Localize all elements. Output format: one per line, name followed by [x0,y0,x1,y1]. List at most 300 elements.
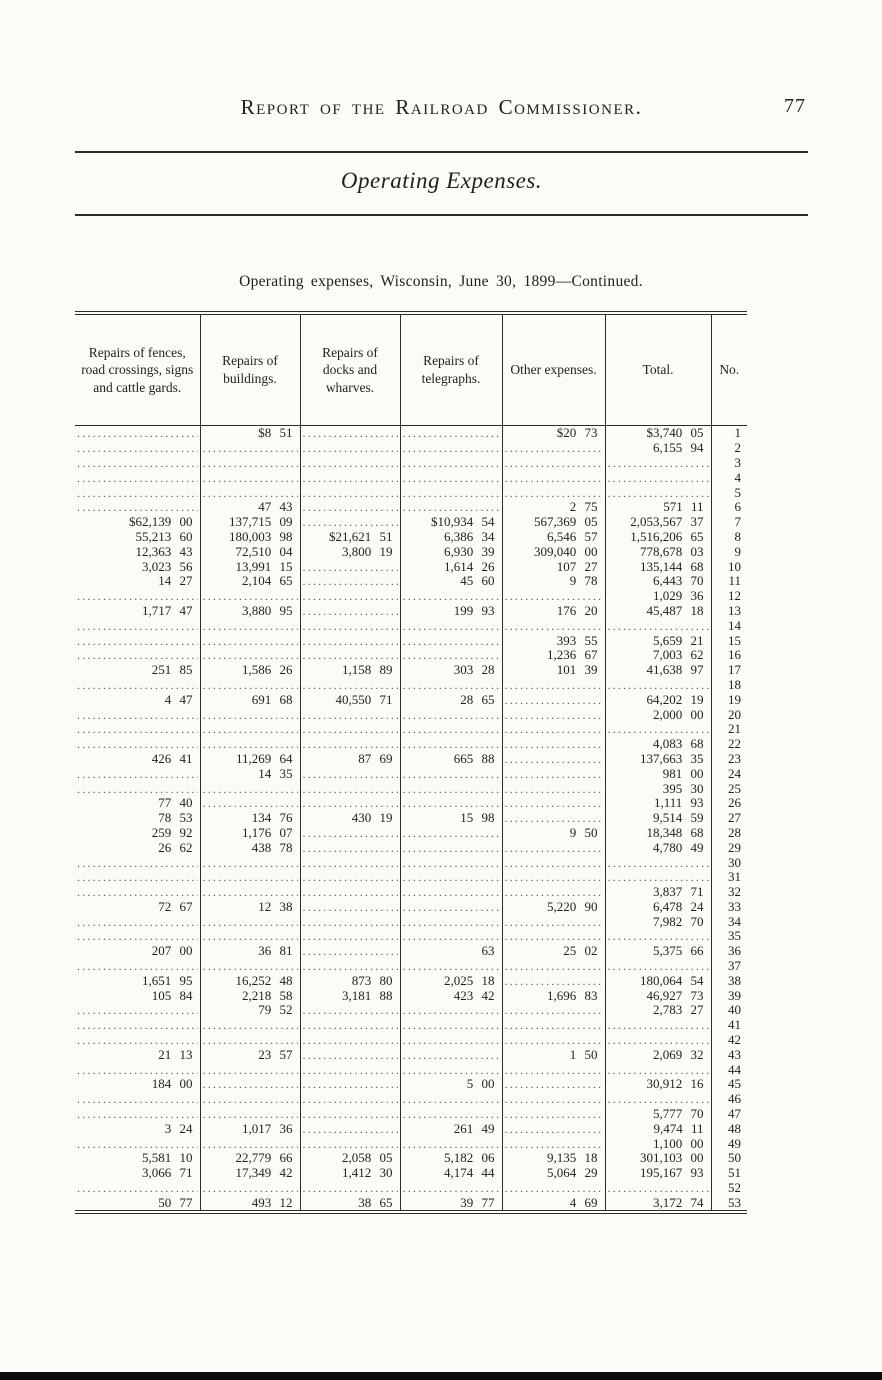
dotted-leader [77,782,198,796]
amount-cell: 5,220 90 [502,900,605,915]
empty-amount-cell [75,633,200,648]
empty-amount-cell [400,707,502,722]
row-number-cell: 10 [711,559,747,574]
empty-amount-cell [200,870,300,885]
empty-amount-cell [400,470,502,485]
dotted-leader [608,1063,709,1077]
dotted-leader [505,929,603,943]
amount-cell: 1,158 89 [300,663,400,678]
dotted-leader [77,1181,198,1195]
amount-cell: 2 75 [502,500,605,515]
empty-amount-cell [605,1181,711,1196]
amount-cell: 261 49 [400,1121,502,1136]
dotted-leader [608,1092,709,1106]
amount-cell: 6,443 70 [605,574,711,589]
amount-cell: 2,053,567 37 [605,515,711,530]
empty-amount-cell [75,914,200,929]
table-body [75,426,747,1213]
dotted-leader [505,796,603,810]
table-row [75,914,747,929]
row-number-cell: 36 [711,944,747,959]
row-number-cell: 52 [711,1181,747,1196]
empty-amount-cell [300,426,400,441]
amount-cell: 1 50 [502,1047,605,1062]
empty-amount-cell [300,618,400,633]
empty-amount-cell [75,500,200,515]
dotted-leader [403,796,500,810]
dotted-leader [77,678,198,692]
dotted-leader [303,900,398,914]
dotted-leader [505,693,603,707]
table-row [75,485,747,500]
empty-amount-cell [300,485,400,500]
table-row [75,737,747,752]
empty-amount-cell [605,1092,711,1107]
row-number-cell: 41 [711,1018,747,1033]
dotted-leader [303,1122,398,1136]
amount-cell: 3,837 71 [605,885,711,900]
empty-amount-cell [300,1033,400,1048]
dotted-leader [608,1018,709,1032]
empty-amount-cell [400,766,502,781]
dotted-leader [203,1181,298,1195]
amount-cell: 77 40 [158,795,193,811]
empty-amount-cell [300,870,400,885]
amount-cell: 4,174 44 [400,1166,502,1181]
table-row [75,618,747,633]
dotted-leader [505,722,603,736]
dotted-leader [403,722,500,736]
empty-amount-cell [75,618,200,633]
row-number-cell: 26 [711,796,747,811]
empty-amount-cell [300,633,400,648]
dotted-leader [303,885,398,899]
empty-amount-cell [75,485,200,500]
dotted-leader [203,737,298,751]
amount-cell: 1,586 26 [200,663,300,678]
dotted-leader [505,589,603,603]
empty-amount-cell [400,959,502,974]
empty-amount-cell [200,707,300,722]
row-number-cell: 33 [711,900,747,915]
empty-amount-cell [400,722,502,737]
amount-cell: 7,982 70 [605,914,711,929]
dotted-leader [77,929,198,943]
dotted-leader [303,1077,398,1091]
dotted-leader [77,722,198,736]
dotted-leader [303,1063,398,1077]
amount-cell: 5,659 21 [605,633,711,648]
row-number-cell: 34 [711,914,747,929]
empty-amount-cell [400,485,502,500]
amount-cell: 23 57 [200,1047,300,1062]
empty-amount-cell [300,441,400,456]
empty-amount-cell [75,678,200,693]
empty-amount-cell [200,885,300,900]
empty-amount-cell [75,766,200,781]
dotted-leader [505,974,603,988]
dotted-leader [203,1063,298,1077]
dotted-leader [403,1003,500,1017]
dotted-leader [303,1181,398,1195]
empty-amount-cell [502,1136,605,1151]
amount-cell: 6,155 94 [605,441,711,456]
dotted-leader [303,604,398,618]
empty-amount-cell [300,826,400,841]
amount-cell: 1,100 00 [605,1136,711,1151]
empty-amount-cell [605,485,711,500]
dotted-leader [203,486,298,500]
dotted-leader [303,708,398,722]
table-row [75,811,747,826]
amount-cell: 5 00 [400,1077,502,1092]
dotted-leader [403,1107,500,1121]
dotted-leader [403,959,500,973]
column-header: Repairs of buildings. [200,313,300,426]
empty-amount-cell [75,1107,200,1122]
table-row [75,692,747,707]
empty-amount-cell [400,796,502,811]
dotted-leader [77,441,198,455]
empty-amount-cell [75,781,200,796]
dotted-leader [303,648,398,662]
table-row [75,470,747,485]
amount-cell: 9,474 11 [605,1121,711,1136]
row-number-cell: 18 [711,678,747,693]
dotted-leader [303,856,398,870]
table-row [75,678,747,693]
table-row [75,766,747,781]
dotted-leader [403,1063,500,1077]
amount-cell: 63 [400,944,502,959]
amount-cell: 1,017 36 [200,1121,300,1136]
dotted-leader [203,959,298,973]
dotted-leader [403,900,500,914]
empty-amount-cell [502,1077,605,1092]
row-number-cell: 9 [711,544,747,559]
empty-amount-cell [200,1077,300,1092]
amount-cell: 4 47 [164,692,193,707]
row-number-cell: 35 [711,929,747,944]
amount-cell: 3,066 71 [142,1165,193,1181]
amount-cell: 16,252 48 [200,973,300,988]
dotted-leader [303,767,398,781]
amount-cell: 303 28 [400,663,502,678]
row-number-cell: 31 [711,870,747,885]
table-row [75,1018,747,1033]
dotted-leader [403,500,500,514]
dotted-leader [608,959,709,973]
amount-cell: 39 77 [400,1195,502,1212]
table-row [75,1195,747,1212]
column-header: Other expenses. [502,313,605,426]
table-row [75,1047,747,1062]
empty-amount-cell [200,1018,300,1033]
empty-amount-cell [300,900,400,915]
empty-amount-cell [400,737,502,752]
dotted-leader [303,1092,398,1106]
empty-amount-cell [400,914,502,929]
dotted-leader [403,826,500,840]
empty-amount-cell [200,648,300,663]
empty-amount-cell [502,589,605,604]
empty-amount-cell [400,1136,502,1151]
dotted-leader [505,486,603,500]
dotted-leader [403,929,500,943]
dotted-leader [403,1181,500,1195]
amount-cell: 1,029 36 [605,589,711,604]
amount-cell: 493 12 [200,1195,300,1212]
dotted-leader [303,1107,398,1121]
empty-amount-cell [200,1181,300,1196]
empty-amount-cell [502,1181,605,1196]
empty-amount-cell [605,1062,711,1077]
page-number: 77 [784,95,806,117]
empty-amount-cell [400,500,502,515]
dotted-leader [77,885,198,899]
dotted-leader [505,885,603,899]
amount-cell: 393 55 [502,633,605,648]
dotted-leader [77,959,198,973]
amount-cell: 691 68 [200,692,300,707]
dotted-leader [505,1137,603,1151]
row-number-cell: 44 [711,1062,747,1077]
row-number-cell: 20 [711,707,747,722]
dotted-leader [505,959,603,973]
empty-amount-cell [400,456,502,471]
amount-cell: 5,182 06 [400,1151,502,1166]
amount-cell: 14 35 [200,766,300,781]
row-number-cell: 49 [711,1136,747,1151]
amount-cell: 64,202 19 [605,692,711,707]
dotted-leader [77,619,198,633]
dotted-leader [203,441,298,455]
amount-cell: 38 65 [300,1195,400,1212]
dotted-leader [403,634,500,648]
empty-amount-cell [300,959,400,974]
row-number-cell: 16 [711,648,747,663]
dotted-leader [403,737,500,751]
dotted-leader [403,441,500,455]
dotted-leader [77,737,198,751]
dotted-leader [303,426,398,440]
empty-amount-cell [400,840,502,855]
empty-amount-cell [502,1062,605,1077]
empty-amount-cell [400,781,502,796]
amount-cell: 5,064 29 [502,1166,605,1181]
table-row [75,796,747,811]
dotted-leader [77,1033,198,1047]
dotted-leader [77,1003,198,1017]
dotted-leader [303,471,398,485]
row-number-cell: 7 [711,515,747,530]
dotted-leader [505,678,603,692]
amount-cell: 36 81 [200,944,300,959]
empty-amount-cell [200,722,300,737]
amount-cell: 41,638 97 [605,663,711,678]
amount-cell: 1,696 83 [502,988,605,1003]
empty-amount-cell [75,959,200,974]
amount-cell: 4,780 49 [605,840,711,855]
dotted-leader [505,1092,603,1106]
table-row [75,855,747,870]
amount-cell: 873 80 [300,973,400,988]
empty-amount-cell [502,618,605,633]
table-row [75,663,747,678]
dotted-leader [303,574,398,588]
empty-amount-cell [200,456,300,471]
empty-amount-cell [300,766,400,781]
dotted-leader [403,885,500,899]
amount-cell: 567,369 05 [502,515,605,530]
row-number-cell: 48 [711,1121,747,1136]
empty-amount-cell [75,589,200,604]
table-header-row [75,313,747,426]
dotted-leader [403,1137,500,1151]
table-row [75,973,747,988]
column-header: Repairs of fences, road crossings, signs and cattle gards. [75,313,200,426]
empty-amount-cell [300,855,400,870]
amount-cell: 259 92 [151,825,193,840]
empty-amount-cell [502,973,605,988]
dotted-leader [203,929,298,943]
column-header: Total. [605,313,711,426]
amount-cell: 45 60 [400,574,502,589]
row-number-cell: 51 [711,1166,747,1181]
amount-cell: 3,181 88 [300,988,400,1003]
empty-amount-cell [502,1018,605,1033]
empty-amount-cell [502,1107,605,1122]
empty-amount-cell [75,456,200,471]
empty-amount-cell [200,633,300,648]
empty-amount-cell [200,485,300,500]
empty-amount-cell [75,722,200,737]
table-row [75,959,747,974]
amount-cell: 9,514 59 [605,811,711,826]
table-row [75,648,747,663]
empty-amount-cell [300,796,400,811]
report-title: Report of the Railroad Commissioner. [240,95,643,119]
empty-amount-cell [300,1136,400,1151]
dotted-leader [608,486,709,500]
dotted-leader [403,456,500,470]
empty-amount-cell [605,470,711,485]
empty-amount-cell [605,678,711,693]
dotted-leader [77,1107,198,1121]
amount-cell: 21 13 [158,1047,193,1062]
empty-amount-cell [75,1018,200,1033]
dotted-leader [303,841,398,855]
dotted-leader [608,678,709,692]
dotted-leader [403,915,500,929]
section-title: Operating Expenses. [340,168,543,193]
dotted-leader [203,856,298,870]
amount-cell: 571 11 [605,500,711,515]
amount-cell: 6,386 34 [400,530,502,545]
dotted-leader [77,471,198,485]
table-row [75,515,747,530]
row-number-cell: 6 [711,500,747,515]
amount-cell: 72,510 04 [200,544,300,559]
table-row [75,1033,747,1048]
empty-amount-cell [400,648,502,663]
empty-amount-cell [502,885,605,900]
dotted-leader [303,634,398,648]
dotted-leader [77,708,198,722]
table-row [75,456,747,471]
row-number-cell: 46 [711,1092,747,1107]
amount-cell: 47 43 [200,500,300,515]
amount-cell: 13,991 15 [200,559,300,574]
row-number-cell: 30 [711,855,747,870]
dotted-leader [403,486,500,500]
empty-amount-cell [400,618,502,633]
amount-cell: $21,621 51 [300,530,400,545]
row-number-cell: 39 [711,988,747,1003]
table-row [75,1181,747,1196]
dotted-leader [403,870,500,884]
empty-amount-cell [300,1092,400,1107]
empty-amount-cell [75,1181,200,1196]
amount-cell: 79 52 [200,1003,300,1018]
amount-cell: 3 24 [164,1121,193,1136]
amount-cell: $3,740 05 [605,426,711,441]
amount-cell: 301,103 00 [605,1151,711,1166]
dotted-leader [505,1033,603,1047]
dotted-leader [505,841,603,855]
amount-cell: 1,717 47 [142,603,193,618]
amount-cell: 11,269 64 [200,752,300,767]
amount-cell: 135,144 68 [605,559,711,574]
dotted-leader [203,648,298,662]
empty-amount-cell [502,811,605,826]
row-number-cell: 43 [711,1047,747,1062]
dotted-leader [505,870,603,884]
dotted-leader [303,782,398,796]
table-row [75,1151,747,1166]
row-number-cell: 37 [711,959,747,974]
row-number-cell: 3 [711,456,747,471]
empty-amount-cell [400,633,502,648]
amount-cell: 1,176 07 [200,826,300,841]
dotted-leader [403,619,500,633]
table-row [75,781,747,796]
empty-amount-cell [502,1092,605,1107]
empty-amount-cell [200,1107,300,1122]
row-number-cell: 14 [711,618,747,633]
table-row [75,1136,747,1151]
dotted-leader [303,1137,398,1151]
row-number-cell: 13 [711,604,747,619]
empty-amount-cell [502,678,605,693]
dotted-leader [77,589,198,603]
dotted-leader [203,915,298,929]
amount-cell: 107 27 [502,559,605,574]
dotted-leader [303,929,398,943]
dotted-leader [608,856,709,870]
scan-edge-artifact [0,1372,882,1380]
empty-amount-cell [300,1003,400,1018]
amount-cell: 1,236 67 [502,648,605,663]
amount-cell: 105 84 [151,988,193,1003]
amount-cell: 22,779 66 [200,1151,300,1166]
empty-amount-cell [300,944,400,959]
dotted-leader [505,767,603,781]
row-number-cell: 11 [711,574,747,589]
empty-amount-cell [502,737,605,752]
row-number-cell: 28 [711,826,747,841]
dotted-leader [77,648,198,662]
